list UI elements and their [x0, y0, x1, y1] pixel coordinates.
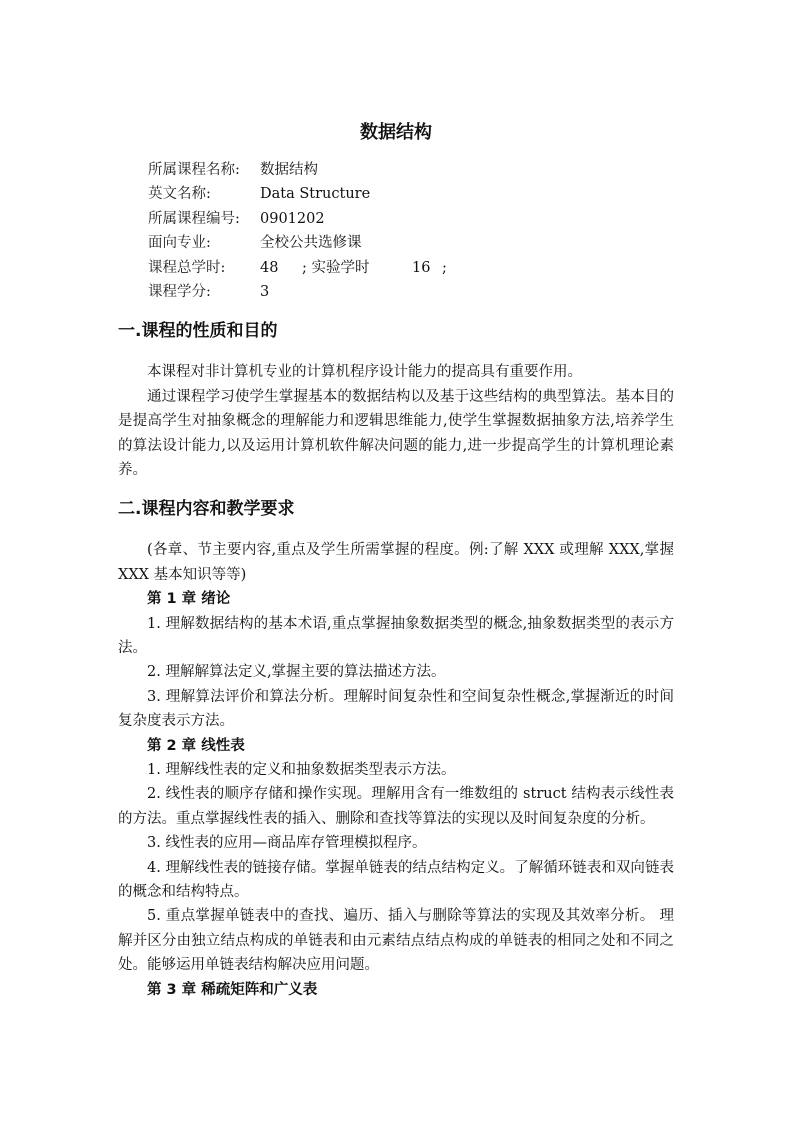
info-row-english-name: [148, 182, 674, 206]
value: 0901202: [260, 210, 325, 227]
list-item: 5. 重点掌握单链表中的查找、遍历、插入与删除等算法的实现及其效率分析。 理解并区分由独立结点构成的单链表和由元素结点结点构成的单链表的相同之处和不同之处。能够运用单链表结构解决应用问题。: [118, 908, 674, 974]
list-item: 2. 理解解算法定义,掌握主要的算法描述方法。: [147, 664, 446, 681]
label: 所属课程编号:: [148, 210, 240, 227]
label: 课程学分:: [148, 283, 211, 300]
list-item: 1. 理解数据结构的基本术语,重点掌握抽象数据类型的概念,抽象数据类型的表示方法。: [118, 615, 674, 656]
label: 面向专业:: [148, 235, 211, 252]
paragraph: (各章、节主要内容,重点及学生所需掌握的程度。例:了解 XXX 或理解 XXX,掌握 XXX 基本知识等等): [118, 542, 674, 583]
chapter-title: 第 2 章 线性表: [147, 737, 245, 754]
value: Data Structure: [260, 186, 371, 203]
info-row-course-code: [148, 207, 674, 231]
total-hours: 48: [260, 259, 279, 276]
label: 课程总学时:: [148, 259, 226, 276]
document-page: [118, 120, 674, 1002]
label: 英文名称:: [148, 186, 211, 203]
info-row-hours: [148, 256, 674, 280]
section-heading: 一.课程的性质和目的: [118, 321, 278, 342]
label: ; 实验学时: [302, 259, 370, 276]
list-item: 4. 理解线性表的链接存储。掌握单链表的结点结构定义。了解循环链表和双向链表的概念和结构特点。: [118, 859, 674, 901]
course-info: [118, 158, 674, 304]
paragraph: 通过课程学习使学生掌握基本的数据结构以及基于这些结构的典型算法。基本目的是提高学生对抽象概念的理解能力和逻辑思维能力,使学生掌握数据抽象方法,培养学生的算法设计能力,以及运用计算机软件解决问题的能力,进一步提高学生的计算机理论素养。: [118, 388, 674, 478]
lab-hours: 16: [412, 259, 431, 276]
list-item: 2. 线性表的顺序存储和操作实现。理解用含有一维数组的 struct 结构表示线性表的方法。重点掌握线性表的插入、删除和查找等算法的实现以及时间复杂度的分析。: [118, 786, 674, 827]
list-item: 3. 理解算法评价和算法分析。理解时间复杂性和空间复杂性概念,掌握渐近的时间复杂度表示方法。: [118, 688, 674, 730]
info-row-major: [148, 231, 674, 255]
chapter-title: 第 1 章 绪论: [147, 591, 231, 608]
section-heading: 二.课程内容和教学要求: [118, 499, 295, 520]
list-item: 3. 线性表的应用—商品库存管理模拟程序。: [147, 835, 427, 852]
info-row-credits: [148, 280, 674, 304]
label: 所属课程名称:: [148, 162, 240, 178]
value: 全校公共选修课: [260, 235, 362, 252]
value: 3: [260, 283, 270, 300]
value: 数据结构: [260, 162, 318, 178]
document-title: 数据结构: [360, 122, 432, 143]
info-row-course-name: [148, 158, 674, 182]
paragraph: 本课程对非计算机专业的计算机程序设计能力的提高具有重要作用。: [147, 364, 582, 381]
list-item: 1. 理解线性表的定义和抽象数据类型表示方法。: [147, 762, 456, 779]
chapter-title: 第 3 章 稀疏矩阵和广义表: [147, 981, 318, 998]
label: ;: [442, 259, 447, 276]
